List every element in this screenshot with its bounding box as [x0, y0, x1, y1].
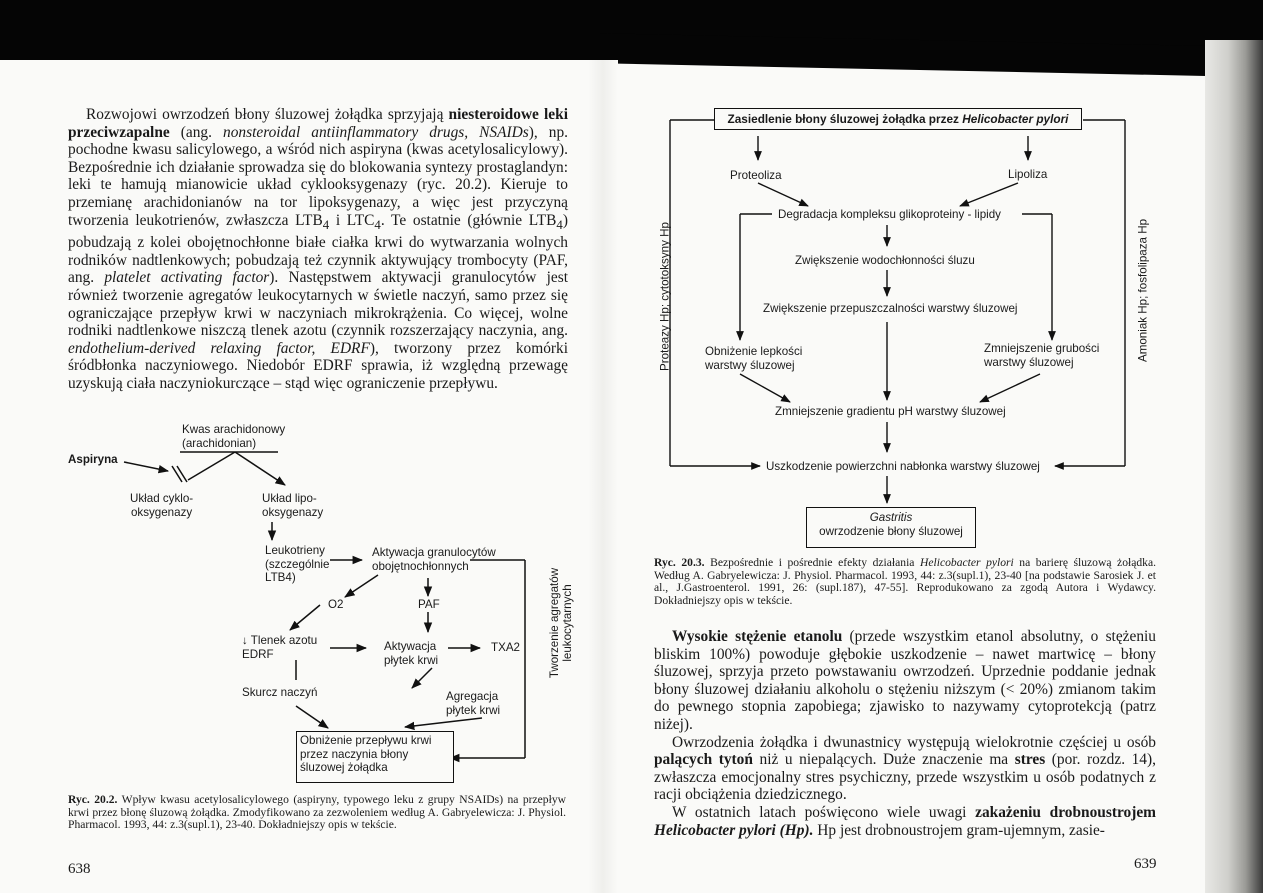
uszkodzenie-label: Uszkodzenie powierzchni nabłonka warstwy śluzowej	[766, 460, 1040, 473]
przepuszczalnosc-label: Zwiększenie przepuszczalności warstwy śluzowej	[763, 302, 1018, 315]
obnizenie-przeplywu-box: Obniżenie przepływu krwi przez naczynia błony śluzowej żołądka	[296, 731, 454, 783]
text-segment: ). Następstwem aktywacji granulocytów jest również tworzenie agregatów leukocytarnych w świetle naczyń, samo przez się ograniczające przepływ krwi w naczyniach mikrokrążenia. Co więcej, wolne rodniki nadtlenkowe niszczą tlenek azotu (czynnik rozszerzający naczynia, ang.	[68, 269, 569, 340]
amoniak-vertical-label: Amoniak Hp; fosfolipaza Hp	[1136, 218, 1150, 363]
tytoń-paragraph	[654, 734, 1156, 804]
agregacja-plytek-label: Agregacja płytek krwi	[446, 690, 501, 717]
superoxide-label: O2	[328, 598, 344, 611]
text-segment: 4	[374, 217, 381, 232]
paf-label: PAF	[418, 598, 440, 611]
right-body-text	[654, 628, 1156, 839]
obnizenie-lepkosci-label: Obniżenie lepkości warstwy śluzowej	[705, 345, 803, 372]
text-segment: stres	[1014, 751, 1046, 769]
text-segment: (ang.	[169, 123, 224, 141]
kwas-arachidonowy-label: Kwas arachidonowy (arachidonian)	[182, 423, 286, 450]
text-segment: W ostatnich latach poświęcono wiele uwagi	[672, 803, 976, 821]
figure-20-3-caption: Ryc. 20.3. Bezpośrednie i pośrednie efekty działania Helicobacter pylori na barierę śluzową żołądka. Według A. Gabryelewicza: J. Physiol. Pharmacol. 1993, 44: z.3(supl.1), 23-40 [na podstawie Sarosiek J. et al., J.Gastroenterol. 1991, 26: (supl.187), 47-55]. Reprodukowano za zgodą Autora i Wydawcy. Dokładniejszy opis w tekście.	[654, 556, 1156, 607]
proteoliza-label: Proteoliza	[730, 169, 782, 182]
text-segment: i LTC	[329, 211, 375, 229]
text-segment: (przede wszystkim etanol absolutny, o stężeniu bliskim 100%) powoduje głębokie uszkodzenie – nawet martwicę – błony śluzowej, sprzyja przeto powstawaniu owrzodzeń. Uprzednie poddanie jednak błony śluzowej działaniu alkoholu o stężeniu niższym (< 20%) zmianom takim do pewnego stopnia zapobiega; zjawisko to nazywamy cytoprotekcją (patrz niżej).	[654, 628, 1156, 733]
text-segment: ), tworzony przez komórki śródbłonka naczyniowego. Niedobór EDRF sprawia, iż względną przewagę uzyskują ciała naczyniokurczące – stąd więc ograniczenie przepływu.	[68, 339, 568, 392]
proteazy-vertical-label: Proteazy Hp; cytotoksyny Hp	[658, 222, 672, 371]
txa2-label: TXA2	[491, 641, 520, 654]
text-segment: Wysokie stężenie etanolu	[672, 628, 843, 645]
tworzenie-agregatow-vertical-label: Tworzenie agregatów leukocytarnych	[548, 567, 574, 679]
text-segment: Hp jest drobnoustrojem gram-ujemnym, zasie-	[813, 821, 1105, 839]
figure-20-2-caption: Ryc. 20.2. Wpływ kwasu acetylosalicylowego (aspiryny, typowego leku z grupy NSAIDs) na przepływ krwi przez błonę śluzową żołądka. Zmodyfikowano za zezwoleniem według A. Gabryelewicza: J. Physiol. Pharmacol. 1993, 44: z.3(supl.1), 23-40. Dokładniejszy opis w tekście.	[68, 793, 566, 832]
zasiedlenie-title-box: Zasiedlenie błony śluzowej żołądka przez Helicobacter pylori	[714, 108, 1082, 130]
aktywacja-granulocytow-label: Aktywacja granulocytów obojętnochłonnych	[372, 546, 496, 573]
text-segment: niż u niepalących. Duże znaczenie ma	[752, 751, 1015, 769]
zmniejszenie-grubosci-label: Zmniejszenie grubości warstwy śluzowej	[984, 342, 1100, 369]
tlenek-azotu-label: ↓ Tlenek azotu EDRF	[242, 634, 318, 661]
helicobacter-paragraph	[654, 804, 1156, 839]
text-segment: ) pobudzają z kolei obojętnochłonne białe ciałka krwi do wytwarzania wolnych rodników nadtlenkowych; pobudzają też czynnik aktywujący trombocyty (PAF, ang.	[68, 211, 568, 287]
aktywacja-plytek-label: Aktywacja płytek krwi	[384, 640, 439, 667]
text-segment: 4	[322, 217, 330, 232]
text-segment: (por. rozdz. 14), zwłaszcza emocjonalny stres psychiczny, przede wszystkim u osób podatnych z racji obciążenia dziedzicznego.	[654, 751, 1156, 804]
wodochlonnosc-label: Zwiększenie wodochłonności śluzu	[795, 254, 975, 267]
text-segment: Rozwojowi owrzodzeń błony śluzowej żołądka sprzyjają	[86, 106, 449, 123]
etanol-paragraph	[654, 628, 1156, 734]
text-segment: Owrzodzenia żołądka i dwunastnicy występują wielokrotnie częściej u osób	[672, 733, 1156, 751]
text-segment: endothelium-derived relaxing factor, EDRF	[68, 339, 370, 357]
text-segment: 4	[556, 217, 563, 232]
degradacja-label: Degradacja kompleksu glikoproteiny - lipidy	[778, 208, 1001, 221]
aspiryna-label: Aspiryna	[68, 453, 118, 466]
gradient-ph-label: Zmniejszenie gradientu pH warstwy śluzowej	[775, 405, 1006, 418]
cox-label: Układ cyklo- oksygenazy	[130, 492, 194, 519]
gastritis-box: Gastritis owrzodzenie błony śluzowej	[806, 507, 976, 548]
leukotrieny-label: Leukotrieny (szczególnie LTB4)	[265, 544, 330, 584]
text-segment: Helicobacter pylori (Hp).	[654, 821, 814, 839]
lipoliza-label: Lipoliza	[1008, 168, 1048, 181]
text-segment: . Te ostatnie (głównie LTB	[380, 211, 557, 229]
lox-label: Układ lipo- oksygenazy	[262, 492, 324, 519]
text-segment: palących tytoń	[654, 751, 753, 769]
text-segment: niesteroidowe leki przeciwzapalne	[68, 106, 568, 141]
page-number-left: 638	[68, 861, 91, 877]
skurcz-naczyn-label: Skurcz naczyń	[242, 686, 318, 699]
text-segment: zakażeniu drobnoustrojem	[975, 803, 1156, 821]
text-segment: ), np. pochodne kwasu salicylowego, a wśród nich aspiryna (kwas acetylosalicylowy). Bezpośrednie ich działanie sprowadza się do blokowania syntezy prostaglandyn: leki te hamują mianowicie układ cyklooksygenazy (ryc. 20.2). Kieruje to przemianę arachidonianów na tor lipoksygenazy, a więc jest przyczyną tworzenia leukotrienów, zwłaszcza LTB	[68, 123, 568, 229]
text-segment: platelet activating factor	[104, 269, 270, 287]
page-number-right: 639	[1134, 856, 1157, 872]
text-segment: nonsteroidal antiinflammatory drugs, NSAIDs	[223, 123, 529, 141]
